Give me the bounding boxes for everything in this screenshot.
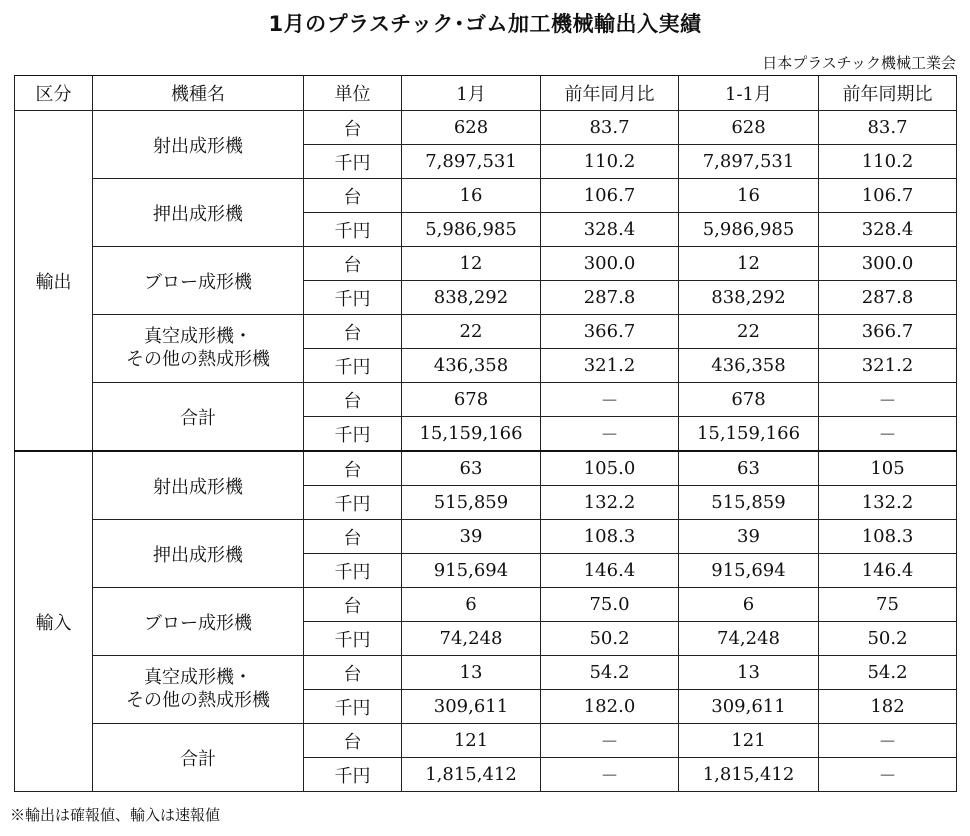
page-title: 1月のプラスチック･ゴム加工機械輸出入実績 bbox=[268, 12, 702, 36]
value-cell: 300.0 bbox=[819, 247, 957, 281]
value-cell: 12 bbox=[679, 247, 819, 281]
value-cell: 50.2 bbox=[819, 622, 957, 656]
unit-cell: 台 bbox=[304, 724, 402, 758]
value-cell: 436,358 bbox=[679, 349, 819, 383]
value-cell: 39 bbox=[402, 520, 541, 554]
unit-cell: 千円 bbox=[304, 486, 402, 520]
value-cell: － bbox=[819, 383, 957, 417]
value-cell: 105 bbox=[819, 451, 957, 486]
machine-name: 押出成形機 bbox=[93, 520, 304, 588]
machine-name bbox=[93, 315, 304, 383]
value-cell: 75 bbox=[819, 588, 957, 622]
unit-cell: 千円 bbox=[304, 417, 402, 452]
import-section bbox=[15, 451, 957, 792]
unit-cell: 千円 bbox=[304, 690, 402, 724]
value-cell: 108.3 bbox=[819, 520, 957, 554]
value-cell: 22 bbox=[679, 315, 819, 349]
value-cell: 105.0 bbox=[541, 451, 679, 486]
value-cell: 628 bbox=[679, 111, 819, 145]
unit-cell: 台 bbox=[304, 451, 402, 486]
value-cell: 5,986,985 bbox=[679, 213, 819, 247]
table-row bbox=[15, 588, 957, 622]
value-cell: 16 bbox=[402, 179, 541, 213]
value-cell: 6 bbox=[679, 588, 819, 622]
unit-cell: 千円 bbox=[304, 622, 402, 656]
header-unit: 単位 bbox=[304, 76, 402, 111]
machine-name-total: 合計 bbox=[93, 724, 304, 792]
value-cell: 309,611 bbox=[402, 690, 541, 724]
value-cell: － bbox=[541, 758, 679, 792]
table-row bbox=[15, 656, 957, 690]
value-cell: － bbox=[541, 724, 679, 758]
machine-name-line2: その他の熱成形機 bbox=[126, 348, 270, 370]
value-cell: － bbox=[541, 383, 679, 417]
value-cell: 12 bbox=[402, 247, 541, 281]
value-cell: 1,815,412 bbox=[679, 758, 819, 792]
value-cell: 515,859 bbox=[402, 486, 541, 520]
trade-results-table bbox=[14, 75, 957, 792]
value-cell: － bbox=[819, 758, 957, 792]
value-cell: 13 bbox=[402, 656, 541, 690]
value-cell: 678 bbox=[402, 383, 541, 417]
table-row bbox=[15, 724, 957, 758]
value-cell: 287.8 bbox=[819, 281, 957, 315]
value-cell: 13 bbox=[679, 656, 819, 690]
value-cell: 132.2 bbox=[541, 486, 679, 520]
table-row bbox=[15, 179, 957, 213]
value-cell: 121 bbox=[402, 724, 541, 758]
value-cell: 309,611 bbox=[679, 690, 819, 724]
section-label-import: 輸入 bbox=[15, 451, 93, 792]
machine-name-total: 合計 bbox=[93, 383, 304, 452]
unit-cell: 千円 bbox=[304, 554, 402, 588]
machine-name: 射出成形機 bbox=[93, 451, 304, 520]
value-cell: － bbox=[819, 417, 957, 452]
unit-cell: 台 bbox=[304, 656, 402, 690]
value-cell: 63 bbox=[402, 451, 541, 486]
unit-cell: 台 bbox=[304, 383, 402, 417]
value-cell: 678 bbox=[679, 383, 819, 417]
footnote: ※輸出は確報値、輸入は速報値 bbox=[10, 806, 221, 824]
value-cell: － bbox=[541, 417, 679, 452]
value-cell: 121 bbox=[679, 724, 819, 758]
value-cell: 366.7 bbox=[819, 315, 957, 349]
table-row bbox=[15, 247, 957, 281]
unit-cell: 台 bbox=[304, 588, 402, 622]
table-header-row bbox=[15, 76, 957, 111]
value-cell: 628 bbox=[402, 111, 541, 145]
unit-cell: 千円 bbox=[304, 349, 402, 383]
value-cell: 5,986,985 bbox=[402, 213, 541, 247]
value-cell: 83.7 bbox=[541, 111, 679, 145]
value-cell: 915,694 bbox=[402, 554, 541, 588]
value-cell: 182.0 bbox=[541, 690, 679, 724]
header-yoy-month: 前年同月比 bbox=[541, 76, 679, 111]
value-cell: 182 bbox=[819, 690, 957, 724]
header-machine-type: 機種名 bbox=[93, 76, 304, 111]
unit-cell: 台 bbox=[304, 520, 402, 554]
value-cell: 63 bbox=[679, 451, 819, 486]
value-cell: 75.0 bbox=[541, 588, 679, 622]
value-cell: 74,248 bbox=[402, 622, 541, 656]
value-cell: 146.4 bbox=[541, 554, 679, 588]
table-row bbox=[15, 520, 957, 554]
header-jan-to-jan: 1-1月 bbox=[679, 76, 819, 111]
value-cell: － bbox=[819, 724, 957, 758]
value-cell: 83.7 bbox=[819, 111, 957, 145]
value-cell: 515,859 bbox=[679, 486, 819, 520]
value-cell: 7,897,531 bbox=[402, 145, 541, 179]
unit-cell: 台 bbox=[304, 247, 402, 281]
value-cell: 106.7 bbox=[541, 179, 679, 213]
machine-name-line1: 真空成形機・ bbox=[144, 326, 252, 347]
unit-cell: 台 bbox=[304, 179, 402, 213]
machine-name: ブロー成形機 bbox=[93, 588, 304, 656]
section-label-export: 輸出 bbox=[15, 111, 93, 452]
value-cell: 321.2 bbox=[819, 349, 957, 383]
unit-cell: 台 bbox=[304, 315, 402, 349]
value-cell: 108.3 bbox=[541, 520, 679, 554]
value-cell: 287.8 bbox=[541, 281, 679, 315]
table-row bbox=[15, 315, 957, 349]
machine-name: 射出成形機 bbox=[93, 111, 304, 179]
machine-name: 押出成形機 bbox=[93, 179, 304, 247]
value-cell: 436,358 bbox=[402, 349, 541, 383]
value-cell: 110.2 bbox=[819, 145, 957, 179]
value-cell: 915,694 bbox=[679, 554, 819, 588]
table-row bbox=[15, 451, 957, 486]
value-cell: 15,159,166 bbox=[402, 417, 541, 452]
value-cell: 39 bbox=[679, 520, 819, 554]
value-cell: 16 bbox=[679, 179, 819, 213]
machine-name bbox=[93, 656, 304, 724]
value-cell: 6 bbox=[402, 588, 541, 622]
value-cell: 146.4 bbox=[819, 554, 957, 588]
machine-name-line2: その他の熱成形機 bbox=[126, 689, 270, 711]
machine-name: ブロー成形機 bbox=[93, 247, 304, 315]
unit-cell: 千円 bbox=[304, 145, 402, 179]
value-cell: 838,292 bbox=[402, 281, 541, 315]
unit-cell: 台 bbox=[304, 111, 402, 145]
machine-name-line1: 真空成形機・ bbox=[144, 667, 252, 688]
value-cell: 110.2 bbox=[541, 145, 679, 179]
header-january: 1月 bbox=[402, 76, 541, 111]
value-cell: 54.2 bbox=[541, 656, 679, 690]
value-cell: 328.4 bbox=[819, 213, 957, 247]
value-cell: 321.2 bbox=[541, 349, 679, 383]
value-cell: 7,897,531 bbox=[679, 145, 819, 179]
header-category: 区分 bbox=[15, 76, 93, 111]
value-cell: 22 bbox=[402, 315, 541, 349]
value-cell: 838,292 bbox=[679, 281, 819, 315]
value-cell: 366.7 bbox=[541, 315, 679, 349]
unit-cell: 千円 bbox=[304, 213, 402, 247]
header-yoy-period: 前年同期比 bbox=[819, 76, 957, 111]
value-cell: 15,159,166 bbox=[679, 417, 819, 452]
value-cell: 328.4 bbox=[541, 213, 679, 247]
value-cell: 132.2 bbox=[819, 486, 957, 520]
export-section bbox=[15, 111, 957, 452]
unit-cell: 千円 bbox=[304, 281, 402, 315]
value-cell: 106.7 bbox=[819, 179, 957, 213]
table-row bbox=[15, 383, 957, 417]
unit-cell: 千円 bbox=[304, 758, 402, 792]
value-cell: 50.2 bbox=[541, 622, 679, 656]
value-cell: 1,815,412 bbox=[402, 758, 541, 792]
value-cell: 300.0 bbox=[541, 247, 679, 281]
value-cell: 74,248 bbox=[679, 622, 819, 656]
publisher-label: 日本プラスチック機械工業会 bbox=[762, 54, 956, 72]
value-cell: 54.2 bbox=[819, 656, 957, 690]
table-row bbox=[15, 111, 957, 145]
